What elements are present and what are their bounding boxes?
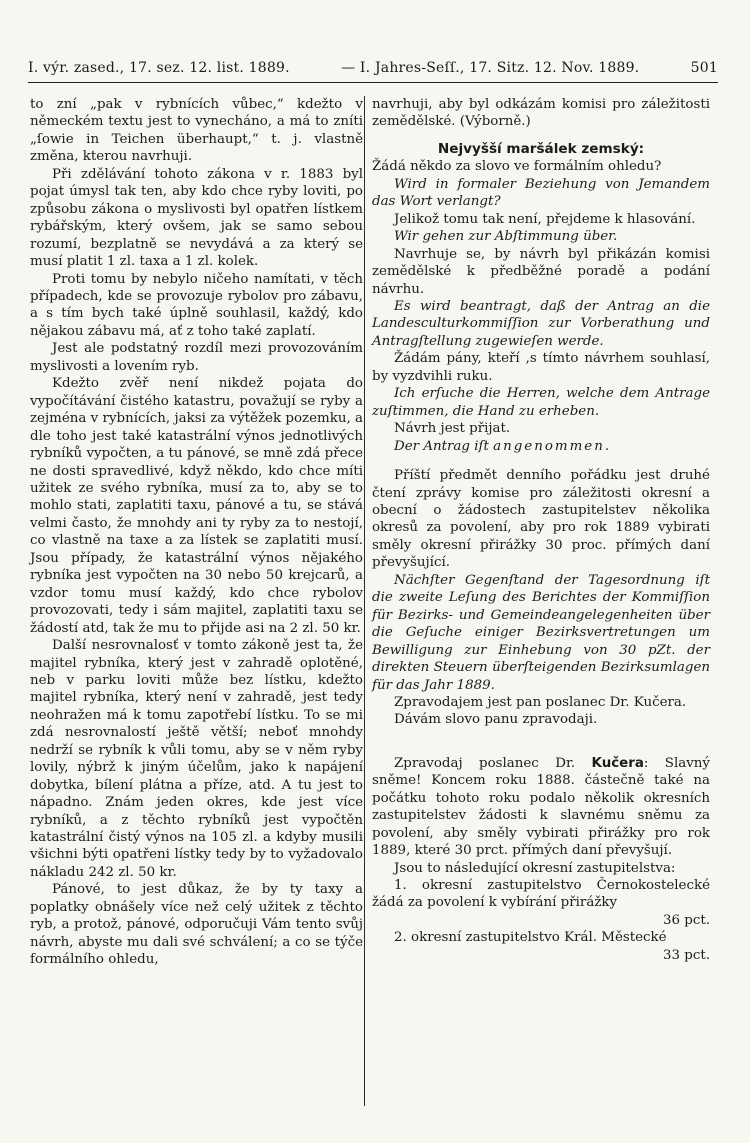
paragraph: Příští předmět denního pořádku jest druhé čtení zprávy komise pro záležitosti okresní a obecní o žádostech zastupitelstev několika okresů za povolení, aby pro rok 1889 vybirati směly okresní přirážky 30 proc. přímých daní převyšující. [372,468,710,571]
paragraph: navrhuji, aby byl odkázám komisi pro záležitosti zemědělské. (Výborně.) [372,97,710,130]
reporter-text: : Slavný sněme! Koncem roku 1888. částečně také na počátku tohoto roku podalo několik okresních zastupitelstev žádosti k slavnému sněmu za povolení, aby směly vybirati přirážky pro rok 1889, které 30 prct. přímých daní převyšují. [372,755,710,859]
list-item-value-row [372,912,710,929]
german-text-spaced: angenommen. [493,438,612,454]
paragraph: Jelikož tomu tak není, přejdeme k hlasování. [394,211,696,227]
german-text: Der Antrag iſt [394,438,489,454]
paragraph: Dávám slovo panu zpravodaji. [394,712,598,728]
paragraph: Při zdělávání tohoto zákona v r. 1883 byl pojat úmysl tak ten, aby kdo chce ryby loviti, po způsobu zákona o myslivosti byl opatřen lístkem rybářským, který ovšem, jak se samo sebou rozumí, bezplatně se nevydává a za který se musí platit 1 zl. taxa a 1 zl. kolek. [30,166,363,270]
list-item: 2. okresní zastupitelstvo Král. Městecké [394,930,667,946]
reporter-prefix: Zpravodaj poslanec Dr. [394,755,576,771]
spacer [372,729,710,755]
reporter-name: Kučera [591,755,644,771]
header-center: — I. Jahres-Seſſ., 17. Sitz. 12. Nov. 1889. [341,60,640,76]
paragraph-german: Es wird beantragt, daß der Antrag an die Landesculturkommiſſion zur Vorberathung und Antragſtellung zugewieſen werde. [372,298,710,349]
paragraph-german: Wird in formaler Beziehung von Jemandem das Wort verlangt? [372,176,710,210]
paragraph-german: Nächſter Gegenſtand der Tagesordnung iſt die zweite Leſung des Berichtes der Kommiſſion für Bezirks- und Gemeindeangelegenheiten über die Geſuche einiger Bezirksvertretungen um Bewilligung zur Einhebung von 30 pZt. der direkten Steuern überſteigenden Bezirksumlagen für das Jahr 1889. [372,572,710,693]
right-column [372,96,710,964]
paragraph: Jest ale podstatný rozdíl mezi provozováním myslivosti a lovením ryb. [30,341,363,374]
paragraph: Navrhuje se, by návrh byl přikázán komisi zemědělské k předběžné poradě a podání návrhu. [372,246,710,297]
left-column [30,96,363,969]
paragraph: Proti tomu by nebylo ničeho namítati, v těch případech, kde se provozuje rybolov pro zábavu, a s tím bych také úplně souhlasil, každý, kdo nějakou zábavu má, ať z toho také zaplatí. [30,271,363,339]
list-item-value-row [372,947,710,964]
paragraph: Návrh jest přijat. [394,421,511,437]
paragraph: to zní „pak v rybnících vůbec,“ kdežto v německém textu jest to vynecháno, a má to zníti „ſowie in Teichen überhaupt,“ t. j. vlastně změna, kterou navrhuji. [30,97,363,165]
spacer [372,455,710,467]
paragraph-german [372,438,710,455]
paragraph: Jsou to následující okresní zastupitelstva: [394,860,676,876]
paragraph [372,755,710,860]
paragraph: Kdežto zvěř není nikdež pojata do vypočítávání čistého katastru, považují se ryby a zejména v rybnících, jaksi za výtěžek pozemku, a dle toho jest také katastrální výnos jednotlivých rybníků vypočten, a tu pánové, se mně zdá přece ne dosti spravedlivé, když někdo, kdo chce míti užitek ze svého rybníka, musí za to, aby se to mohlo stati, zaplatiti taxu, pánové a tu, se stává velmi často, že mnohdy ani ty ryby za to nestojí, co vlastně na taxe a za lístek se zaplatiti musí. Jsou případy, že katastrální výnos nějakého rybníka jest vypočten na 30 nebo 50 krejcarů, a vzdor tomu musí každý, kdo chce rybolov provozovati, tedy i sám majitel, zaplatiti taxu se žádostí atd, tak že mu to přijde asi na 2 zl. 50 kr. [30,376,363,636]
column-divider [364,96,365,1106]
paragraph: Žádám pány, kteří ,s tímto návrhem souhlasí, by vyzdvihli ruku. [372,351,710,384]
paragraph: Žádá někdo za slovo ve formálním ohledu? [372,159,662,175]
speaker-heading: Nejvyšší maršálek zemský: [437,140,645,157]
list-item-value: 33 pct. [662,947,710,963]
paragraph: Pánové, to jest důkaz, že by ty taxy a poplatky obnášely více než celý užitek z těchto ryb, a protož, pánové, odporučuji Vám tento svůj návrh, abyste mu dali své schválení; a co se týče formálního ohledu, [30,882,363,968]
list-item: 1. okresní zastupitelstvo Černokostelecké žádá za povolení k vybírání přirážky [372,878,710,911]
list-item-value: 36 pct. [662,912,710,928]
page-header [28,60,718,83]
paragraph: Další nesrovnalosť v tomto zákoně jest ta, že majitel rybníka, který jest v zahradě oplotěné, neb v parku loviti může bez lístku, kdežto majitel rybníka, který není v zahradě, jest tedy neohražen má k tomu zapotřebí lístku. To se mi zdá nesrovnalostí ještě větší; neboť mnohdy nedrží se rybník k vůli tomu, aby se v něm ryby lovily, nýbrž k jiným účelům, jako k napájení dobytka, bílení plátna a příze, atd. A tu jest to nápadno. Znám jeden okres, kde jest více rybníků, a z těchto rybníků jest vypočtěn katastrální čistý výnos na 105 zl. a kdyby musili všichni býti opatřeni lístky tedy by to vyžadovalo nákladu 242 zl. 50 kr. [30,638,363,880]
page-number: 501 [690,60,718,76]
paragraph-german: Ich erſuche die Herren, welche dem Antrage zuſtimmen, die Hand zu erheben. [372,386,710,419]
paragraph: Zpravodajem jest pan poslanec Dr. Kučera. [394,694,687,710]
header-left: I. výr. zased., 17. sez. 12. list. 1889. [28,60,290,76]
paragraph-german: Wir gehen zur Abſtimmung über. [394,229,618,245]
